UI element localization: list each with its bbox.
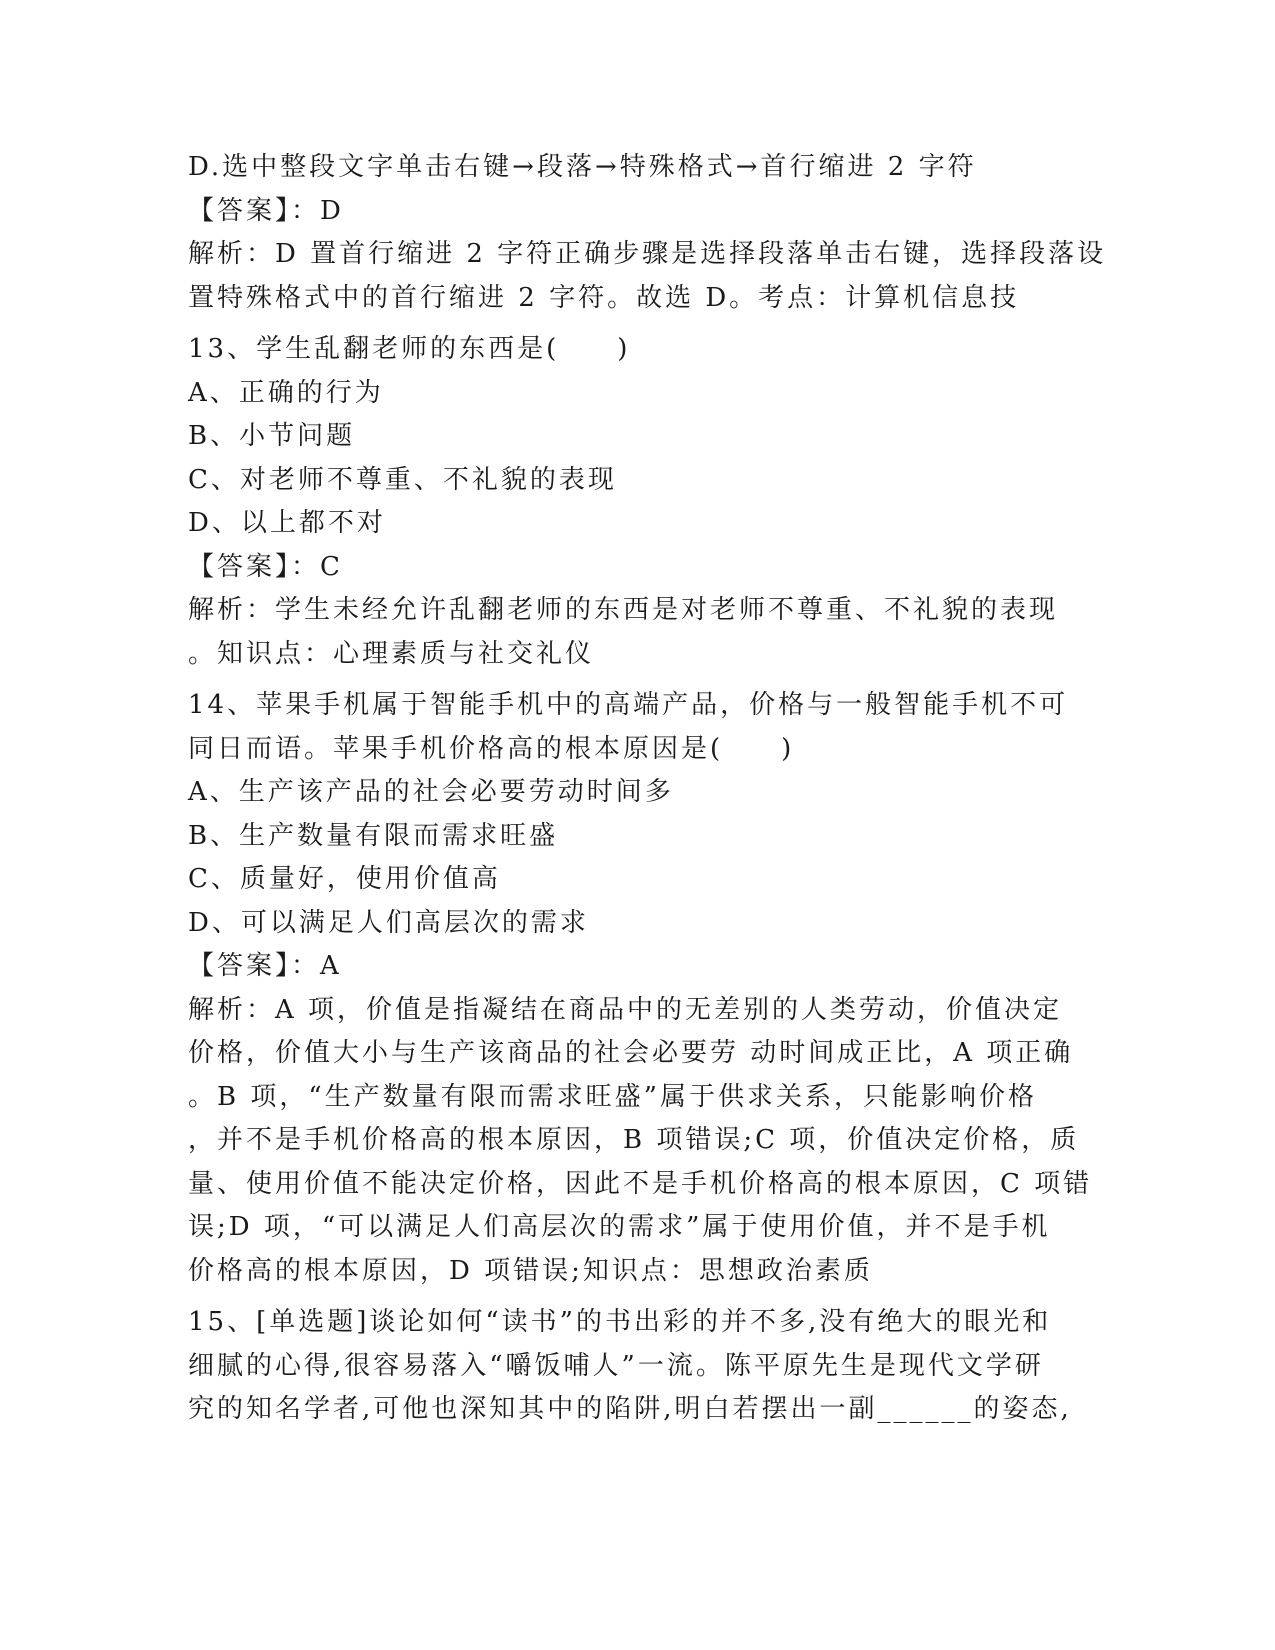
explanation-line: ，并不是手机价格高的根本原因，B 项错误;C 项，价值决定价格，质 <box>188 1125 1080 1155</box>
explanation-line: 解析：学生未经允许乱翻老师的东西是对老师不尊重、不礼貌的表现 <box>188 595 1059 625</box>
explanation-line: 置特殊格式中的首行缩进 2 字符。故选 D。考点：计算机信息技 <box>188 282 1020 313</box>
explanation-line: 量、使用价值不能决定价格，因此不是手机价格高的根本原因，C 项错 <box>188 1168 1093 1199</box>
option-a: A、正确的行为 <box>188 377 384 408</box>
question-text: 15、[单选题]谈论如何“读书”的书出彩的并不多,没有绝大的眼光和 <box>188 1307 1052 1337</box>
spacer <box>188 1293 1088 1301</box>
question-text: 14、苹果手机属于智能手机中的高端产品，价格与一般智能手机不可 <box>188 690 1069 720</box>
question-text: 究的知名学者,可他也深知其中的陷阱,明白若摆出一副______的姿态, <box>188 1394 1072 1424</box>
explanation-line: 。B 项，“生产数量有限而需求旺盛”属于供求关系，只能影响价格 <box>188 1081 1037 1112</box>
explanation-line: 价格高的根本原因，D 项错误;知识点：思想政治素质 <box>188 1255 873 1286</box>
question-13-block <box>188 328 1088 676</box>
question-12-block <box>188 146 1107 320</box>
question-text: 13、学生乱翻老师的东西是( ) <box>188 334 631 364</box>
answer-line: 【答案】：D <box>188 195 344 226</box>
explanation-line: 误;D 项，“可以满足人们高层次的需求”属于使用价值，并不是手机 <box>188 1212 1051 1242</box>
option-c: C、对老师不尊重、不礼貌的表现 <box>188 464 617 495</box>
option-d: D.选中整段文字单击右键→段落→特殊格式→首行缩进 2 字符 <box>188 152 977 182</box>
option-b: B、小节问题 <box>188 421 356 451</box>
explanation-line: 解析：D 置首行缩进 2 字符正确步骤是选择段落单击右键，选择段落设 <box>188 239 1107 269</box>
explanation-line: 解析：A 项，价值是指凝结在商品中的无差别的人类劳动，价值决定 <box>188 994 1063 1025</box>
option-a: A、生产该产品的社会必要劳动时间多 <box>188 777 674 807</box>
question-text: 细腻的心得,很容易落入“嚼饭哺人”一流。陈平原先生是现代文学研 <box>188 1350 1044 1381</box>
question-15-block <box>188 1301 1088 1432</box>
answer-line: 【答案】：C <box>188 551 343 582</box>
answer-line: 【答案】：A <box>188 951 342 981</box>
spacer <box>188 676 1088 684</box>
option-c: C、质量好，使用价值高 <box>188 864 501 894</box>
question-14-block <box>188 684 1093 1293</box>
spacer <box>188 320 1088 328</box>
explanation-line: 。知识点：心理素质与社交礼仪 <box>188 638 595 669</box>
explanation-line: 价格，价值大小与生产该商品的社会必要劳 动时间成正比，A 项正确 <box>188 1038 1074 1068</box>
document-page <box>188 146 1107 1432</box>
option-d: D、可以满足人们高层次的需求 <box>188 907 589 938</box>
option-b: B、生产数量有限而需求旺盛 <box>188 820 559 851</box>
question-text: 同日而语。苹果手机价格高的根本原因是( ) <box>188 733 795 764</box>
option-d: D、以上都不对 <box>188 508 386 538</box>
